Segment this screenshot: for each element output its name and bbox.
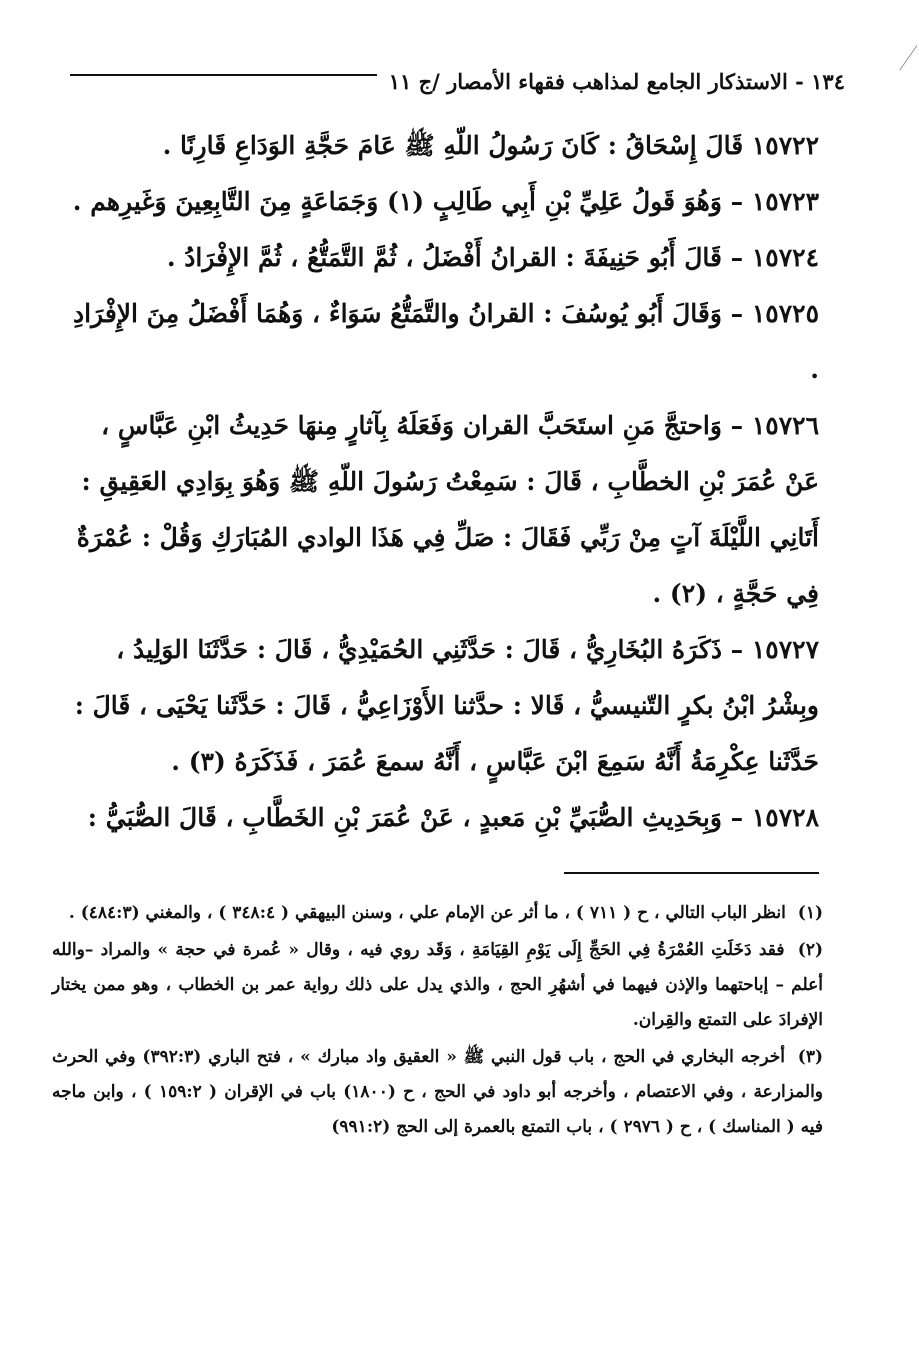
entry-15725: ١٥٧٢٥ – وَقَالَ أَبُو يُوسُفَ : القرانُ والتَّمَتُّعُ سَوَاءٌ ، وَهُمَا أَفْضَلُ مِنَ الإِفْرَادِ .	[72, 299, 819, 384]
footnotes	[52, 896, 823, 1147]
main-text	[72, 118, 819, 846]
entry-15723: ١٥٧٢٣ – وَهُوَ قَولُ عَلِيِّ بْنِ أَبِي طَالِبٍ (١) وَجَمَاعَةٍ مِنَ التَّابِعِينَ وَغَيرِهم .	[72, 187, 819, 216]
page-edge-mark	[880, 32, 918, 71]
running-header	[70, 66, 845, 96]
footnote-text: أخرجه البخاري في الحج ، باب قول النبي ﷺ « العقيق واد مبارك » ، فتح الباري (٣٩٢:٣) وفي الحرث والمزارعة ، وفي الاعتصام ، وأخرجه أبو داود في الحج ، ح (١٨٠٠) باب في الإقران ( ١٥٩:٢ ) ، وابن ماجه فيه ( المناسك ) ، ح ( ٢٩٧٦ ) ، باب التمتع بالعمرة إلى الحج (٩٩١:٢)	[52, 1047, 824, 1137]
header-rule	[70, 74, 377, 76]
header-title: ١٣٤ - الاستذكار الجامع لمذاهب فقهاء الأمصار /ج ١١	[388, 68, 845, 94]
footnote-1	[52, 896, 823, 931]
footnote-mark: (١)	[797, 903, 823, 923]
entry-15722: ١٥٧٢٢ قَالَ إِسْحَاقُ : كَانَ رَسُولُ اللّهِ ﷺ عَامَ حَجَّةِ الوَدَاعِ قَارِنًا .	[162, 131, 819, 160]
footnote-mark: (٢)	[797, 940, 824, 960]
footnote-text: فقد دَخَلَتِ العُمْرَةُ فِي الحَجِّ إِلَى يَوْمِ القِيَامَةِ ، وَقَد روي فيه ، وقال « عُمرة في حجة » والمراد –والله أعلم – إباحتهما والإذن فيهما في أشهُرِ الحج ، والذي يدل على ذلك رواية عمر بن الخطاب ، وهو ممن يختار الإفرادَ على التمتع والقِران.	[52, 940, 823, 1030]
entry-15724: ١٥٧٢٤ – قَالَ أَبُو حَنِيفَةَ : القرانُ أَفْضَلُ ، ثُمَّ التَّمَتُّعُ ، ثُمَّ الإِفْرَادُ .	[166, 243, 819, 272]
entry-15728: ١٥٧٢٨ – وَبِحَدِيثِ الصُّبَيِّ بْنِ مَعبدٍ ، عَنْ عُمَرَ بْنِ الخَطَّابِ ، قَالَ الصُّبَيُّ :	[87, 803, 819, 832]
footnote-3	[52, 1040, 823, 1145]
entry-15726: ١٥٧٢٦ – وَاحتجَّ مَنِ استَحَبَّ القران وَفَعَلَهُ بِآثارٍ مِنهَا حَدِيثُ ابْنِ عَبَّاسٍ ، عَنْ عُمَرَ بْنِ الخطَّابِ ، قَالَ : سَمِعْتُ رَسُولَ اللّهِ ﷺ وَهُوَ بِوَادِي العَقِيقِ : أَتَانِي اللَّيْلَةَ آتٍ مِنْ رَبِّي فَقَالَ : صَلِّ فِي هَذَا الوادي المُبَارَكِ وَقُلْ : عُمْرَةٌ فِي حَجَّةٍ ، (٢) .	[76, 411, 819, 608]
footnote-mark: (٣)	[797, 1047, 824, 1067]
footnote-text: انظر الباب التالي ، ح ( ٧١١ ) ، ما أثر عن الإمام علي ، وسنن البيهقي ( ٣٤٨:٤ ) ، والمغني (٤٨٤:٣) .	[68, 903, 786, 923]
footnote-2	[52, 933, 823, 1038]
entry-15727: ١٥٧٢٧ – ذَكَرَهُ البُخَارِيُّ ، قَالَ : حَدَّثَنِي الحُمَيْدِيُّ ، قَالَ : حَدَّثَنَا الوَلِيدُ ، وبِشْرُ ابْنُ بكرٍ التّنيسيُّ ، قَالا : حدَّثنا الأَوْزَاعِيُّ ، قَالَ : حَدَّثَنا يَحْيَى ، قَالَ : حَدَّثَنا عِكْرِمَةُ أَنَّهُ سَمِعَ ابْنَ عَبَّاسٍ ، أَنَّهُ سمعَ عُمَرَ ، فَذَكَرَهُ (٣) .	[74, 635, 819, 776]
footnote-separator	[564, 872, 819, 874]
